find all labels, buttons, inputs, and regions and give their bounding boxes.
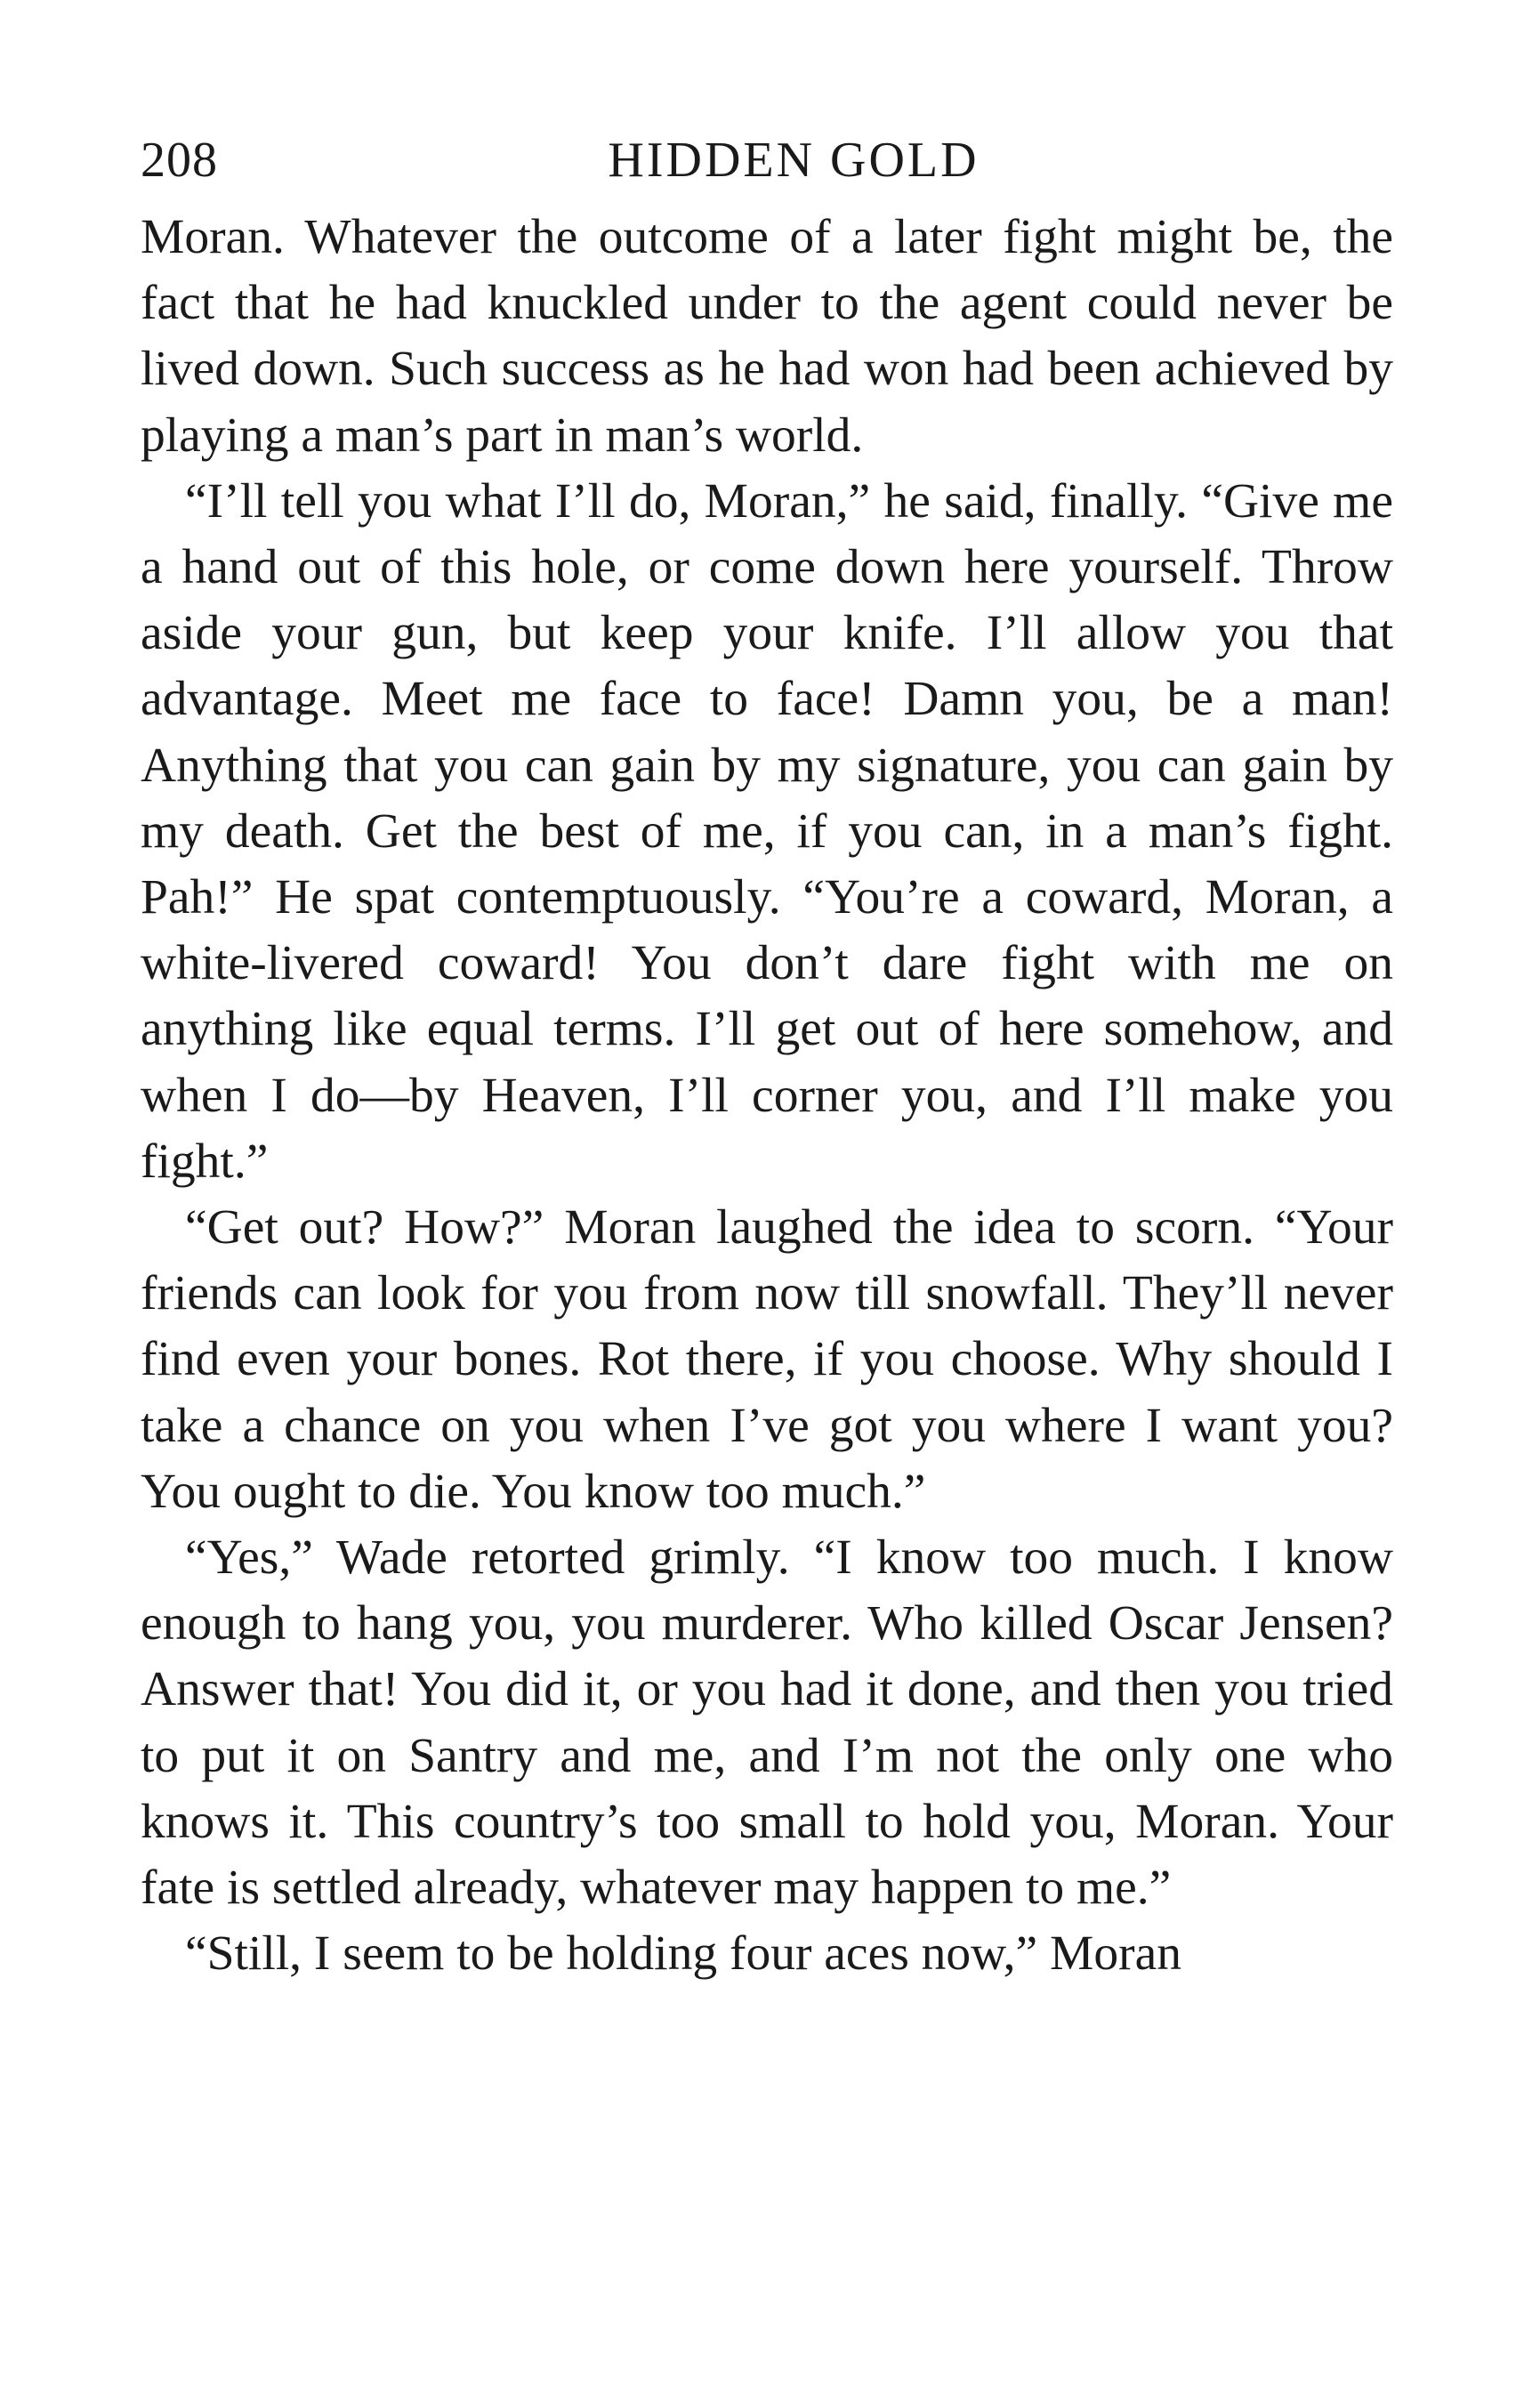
paragraph: “Get out? How?” Moran laughed the idea to scorn. “Your friends can look for you from now till snowfall. They’ll never find even your bones. Rot there, if you choose. Why should I take a chance on you when I’ve got you where I want you? You ought to die. You know too much.” [141, 1200, 1393, 1519]
page-header [141, 125, 1393, 205]
book-page [141, 125, 1393, 1987]
body-text [141, 205, 1393, 1987]
paragraph: “I’ll tell you what I’ll do, Moran,” he said, finally. “Give me a hand out of this hole, or come down here yourself. Throw aside your gun, but keep your knife. I’ll allow you that advantage. Meet me face to face! Damn you, be a man! Anything that you can gain by my signature, you can gain by my death. Get the best of me, if you can, in a man’s fight. Pah!” He spat contemptuously. “You’re a coward, Moran, a white-livered coward! You don’t dare fight with me on anything like equal terms. I’ll get out of here somehow, and when I do—by Heaven, I’ll corner you, and I’ll make you fight.” [141, 473, 1393, 1189]
paragraph: “Yes,” Wade retorted grimly. “I know too much. I know enough to hang you, you murderer. Who killed Oscar Jensen? Answer that! You did it, or you had it done, and then you tried to put it on Santry and me, and I’m not the only one who knows it. This country’s too small to hold you, Moran. Your fate is settled already, whatever may happen to me.” [141, 1530, 1393, 1916]
running-title: HIDDEN GOLD [608, 133, 980, 188]
paragraph: “Still, I seem to be holding four aces now,” Moran [185, 1926, 1181, 1982]
paragraph: Moran. Whatever the outcome of a later fight might be, the fact that he had knuckled under to the agent could never be lived down. Such success as he had won had been achieved by playing a man’s part in man’s world. [141, 210, 1393, 463]
page-number: 208 [141, 133, 218, 188]
